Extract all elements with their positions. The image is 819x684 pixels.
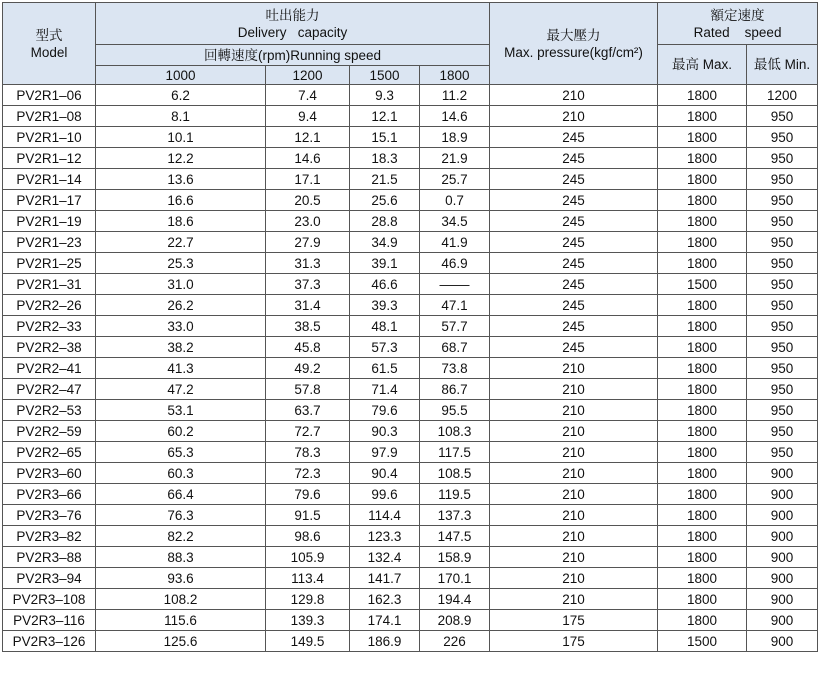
delivery-1800-cell: –––– — [420, 274, 490, 295]
rated-min-speed-cell: 950 — [747, 274, 818, 295]
model-cell: PV2R3–60 — [3, 463, 96, 484]
delivery-1500-cell: 114.4 — [350, 505, 420, 526]
max-pressure-cell: 210 — [490, 589, 658, 610]
rated-min-speed-cell: 1200 — [747, 85, 818, 106]
table-row — [3, 253, 818, 274]
delivery-1800-cell: 14.6 — [420, 106, 490, 127]
delivery-1200-cell: 12.1 — [266, 127, 350, 148]
delivery-1200-cell: 31.4 — [266, 295, 350, 316]
delivery-1000-cell: 16.6 — [96, 190, 266, 211]
delivery-1200-cell: 7.4 — [266, 85, 350, 106]
table-row — [3, 316, 818, 337]
rated-max-speed-cell: 1800 — [658, 85, 747, 106]
delivery-1200-cell: 37.3 — [266, 274, 350, 295]
table-row — [3, 358, 818, 379]
table-row — [3, 400, 818, 421]
model-cell: PV2R2–33 — [3, 316, 96, 337]
delivery-1500-cell: 12.1 — [350, 106, 420, 127]
rated-min-speed-cell: 950 — [747, 442, 818, 463]
rated-max-speed-cell: 1800 — [658, 421, 747, 442]
rated-min-speed-cell: 900 — [747, 463, 818, 484]
delivery-1000-cell: 60.2 — [96, 421, 266, 442]
delivery-1500-cell: 39.3 — [350, 295, 420, 316]
table-row — [3, 148, 818, 169]
rated-speed-header — [658, 3, 818, 45]
table-row — [3, 295, 818, 316]
delivery-1800-cell: 95.5 — [420, 400, 490, 421]
rated-speed-header-zh: 額定速度 — [710, 7, 765, 23]
delivery-1800-cell: 68.7 — [420, 337, 490, 358]
rated-max-speed-cell: 1800 — [658, 547, 747, 568]
max-pressure-cell: 210 — [490, 379, 658, 400]
rated-max-speed-cell: 1800 — [658, 106, 747, 127]
delivery-1500-cell: 48.1 — [350, 316, 420, 337]
rated-max-speed-cell: 1800 — [658, 589, 747, 610]
delivery-1000-cell: 26.2 — [96, 295, 266, 316]
rated-min-speed-cell: 950 — [747, 190, 818, 211]
delivery-header-zh: 吐出能力 — [265, 7, 320, 23]
model-cell: PV2R1–14 — [3, 169, 96, 190]
delivery-1500-cell: 141.7 — [350, 568, 420, 589]
delivery-1200-cell: 14.6 — [266, 148, 350, 169]
delivery-1000-cell: 53.1 — [96, 400, 266, 421]
model-cell: PV2R1–19 — [3, 211, 96, 232]
delivery-1800-cell: 158.9 — [420, 547, 490, 568]
max-pressure-cell: 245 — [490, 316, 658, 337]
max-pressure-cell: 245 — [490, 190, 658, 211]
max-speed-header: 最高 Max. — [658, 45, 747, 85]
table-row — [3, 568, 818, 589]
rated-min-speed-cell: 900 — [747, 547, 818, 568]
delivery-1200-cell: 149.5 — [266, 631, 350, 652]
delivery-1500-cell: 79.6 — [350, 400, 420, 421]
delivery-1800-cell: 108.3 — [420, 421, 490, 442]
model-cell: PV2R2–41 — [3, 358, 96, 379]
delivery-1000-cell: 22.7 — [96, 232, 266, 253]
rated-min-speed-cell: 950 — [747, 421, 818, 442]
rated-max-speed-cell: 1800 — [658, 127, 747, 148]
max-pressure-cell: 210 — [490, 463, 658, 484]
rated-max-speed-cell: 1800 — [658, 337, 747, 358]
rated-max-speed-cell: 1800 — [658, 610, 747, 631]
max-pressure-cell: 175 — [490, 631, 658, 652]
max-pressure-cell: 210 — [490, 526, 658, 547]
max-pressure-cell: 245 — [490, 295, 658, 316]
rated-max-speed-cell: 1800 — [658, 484, 747, 505]
delivery-1000-cell: 60.3 — [96, 463, 266, 484]
delivery-1800-cell: 86.7 — [420, 379, 490, 400]
model-cell: PV2R3–116 — [3, 610, 96, 631]
delivery-1500-cell: 39.1 — [350, 253, 420, 274]
delivery-1800-cell: 147.5 — [420, 526, 490, 547]
delivery-1200-cell: 139.3 — [266, 610, 350, 631]
model-cell: PV2R2–59 — [3, 421, 96, 442]
rated-min-speed-cell: 900 — [747, 526, 818, 547]
model-cell: PV2R2–53 — [3, 400, 96, 421]
max-pressure-cell: 245 — [490, 337, 658, 358]
max-pressure-cell: 245 — [490, 232, 658, 253]
delivery-1000-cell: 125.6 — [96, 631, 266, 652]
delivery-1800-cell: 73.8 — [420, 358, 490, 379]
delivery-1000-cell: 25.3 — [96, 253, 266, 274]
pump-spec-table — [2, 2, 818, 652]
rated-min-speed-cell: 950 — [747, 148, 818, 169]
delivery-1500-cell: 174.1 — [350, 610, 420, 631]
speed-1800-header: 1800 — [420, 66, 490, 85]
model-cell: PV2R2–65 — [3, 442, 96, 463]
table-row — [3, 547, 818, 568]
table-row — [3, 127, 818, 148]
max-pressure-cell: 210 — [490, 505, 658, 526]
model-cell: PV2R1–12 — [3, 148, 96, 169]
delivery-1500-cell: 90.4 — [350, 463, 420, 484]
delivery-1500-cell: 132.4 — [350, 547, 420, 568]
rated-min-speed-cell: 950 — [747, 358, 818, 379]
rated-min-speed-cell: 950 — [747, 379, 818, 400]
delivery-header-en: Delivery capacity — [237, 24, 348, 40]
delivery-1500-cell: 186.9 — [350, 631, 420, 652]
table-row — [3, 190, 818, 211]
model-cell: PV2R2–26 — [3, 295, 96, 316]
model-header — [3, 3, 96, 85]
rated-min-speed-cell: 950 — [747, 232, 818, 253]
delivery-1800-cell: 226 — [420, 631, 490, 652]
delivery-1800-cell: 170.1 — [420, 568, 490, 589]
delivery-1800-cell: 208.9 — [420, 610, 490, 631]
table-row — [3, 484, 818, 505]
delivery-1000-cell: 66.4 — [96, 484, 266, 505]
delivery-1000-cell: 76.3 — [96, 505, 266, 526]
delivery-1000-cell: 13.6 — [96, 169, 266, 190]
delivery-1200-cell: 113.4 — [266, 568, 350, 589]
delivery-1500-cell: 9.3 — [350, 85, 420, 106]
delivery-1000-cell: 38.2 — [96, 337, 266, 358]
delivery-1500-cell: 46.6 — [350, 274, 420, 295]
delivery-1000-cell: 115.6 — [96, 610, 266, 631]
delivery-1000-cell: 88.3 — [96, 547, 266, 568]
delivery-1500-cell: 99.6 — [350, 484, 420, 505]
max-pressure-cell: 210 — [490, 547, 658, 568]
rated-max-speed-cell: 1800 — [658, 232, 747, 253]
model-cell: PV2R1–10 — [3, 127, 96, 148]
delivery-1800-cell: 25.7 — [420, 169, 490, 190]
rated-max-speed-cell: 1800 — [658, 379, 747, 400]
model-cell: PV2R3–76 — [3, 505, 96, 526]
delivery-1500-cell: 21.5 — [350, 169, 420, 190]
delivery-1000-cell: 108.2 — [96, 589, 266, 610]
rated-max-speed-cell: 1800 — [658, 358, 747, 379]
model-cell: PV2R1–31 — [3, 274, 96, 295]
max-pressure-cell: 175 — [490, 610, 658, 631]
max-pressure-cell: 245 — [490, 169, 658, 190]
rated-max-speed-cell: 1800 — [658, 568, 747, 589]
delivery-1200-cell: 72.3 — [266, 463, 350, 484]
table-row — [3, 463, 818, 484]
max-pressure-cell: 210 — [490, 85, 658, 106]
rated-max-speed-cell: 1800 — [658, 148, 747, 169]
delivery-1200-cell: 129.8 — [266, 589, 350, 610]
table-row — [3, 169, 818, 190]
delivery-1000-cell: 18.6 — [96, 211, 266, 232]
delivery-1200-cell: 98.6 — [266, 526, 350, 547]
table-row — [3, 526, 818, 547]
max-pressure-cell: 245 — [490, 148, 658, 169]
delivery-1200-cell: 63.7 — [266, 400, 350, 421]
pressure-header — [490, 3, 658, 85]
delivery-1800-cell: 137.3 — [420, 505, 490, 526]
table-row — [3, 337, 818, 358]
delivery-1800-cell: 41.9 — [420, 232, 490, 253]
table-header — [3, 3, 818, 85]
max-pressure-cell: 245 — [490, 253, 658, 274]
delivery-1000-cell: 6.2 — [96, 85, 266, 106]
delivery-1800-cell: 11.2 — [420, 85, 490, 106]
delivery-1200-cell: 79.6 — [266, 484, 350, 505]
delivery-1800-cell: 46.9 — [420, 253, 490, 274]
delivery-1500-cell: 61.5 — [350, 358, 420, 379]
delivery-1500-cell: 162.3 — [350, 589, 420, 610]
model-header-en: Model — [30, 44, 68, 60]
table-row — [3, 631, 818, 652]
table-body — [3, 85, 818, 652]
delivery-1000-cell: 65.3 — [96, 442, 266, 463]
delivery-1200-cell: 23.0 — [266, 211, 350, 232]
model-cell: PV2R1–08 — [3, 106, 96, 127]
delivery-1000-cell: 12.2 — [96, 148, 266, 169]
delivery-1200-cell: 72.7 — [266, 421, 350, 442]
max-pressure-cell: 210 — [490, 484, 658, 505]
rated-min-speed-cell: 900 — [747, 631, 818, 652]
delivery-1500-cell: 28.8 — [350, 211, 420, 232]
delivery-1000-cell: 82.2 — [96, 526, 266, 547]
delivery-1500-cell: 90.3 — [350, 421, 420, 442]
speed-1000-header: 1000 — [96, 66, 266, 85]
rated-min-speed-cell: 950 — [747, 169, 818, 190]
delivery-1000-cell: 41.3 — [96, 358, 266, 379]
delivery-1800-cell: 0.7 — [420, 190, 490, 211]
rated-max-speed-cell: 1800 — [658, 316, 747, 337]
model-cell: PV2R3–82 — [3, 526, 96, 547]
model-cell: PV2R1–23 — [3, 232, 96, 253]
model-cell: PV2R3–108 — [3, 589, 96, 610]
model-cell: PV2R3–66 — [3, 484, 96, 505]
rated-min-speed-cell: 950 — [747, 106, 818, 127]
model-cell: PV2R1–17 — [3, 190, 96, 211]
delivery-1000-cell: 93.6 — [96, 568, 266, 589]
table-row — [3, 232, 818, 253]
rated-max-speed-cell: 1800 — [658, 463, 747, 484]
delivery-1000-cell: 8.1 — [96, 106, 266, 127]
table-row — [3, 442, 818, 463]
delivery-1200-cell: 49.2 — [266, 358, 350, 379]
delivery-1200-cell: 17.1 — [266, 169, 350, 190]
model-cell: PV2R1–06 — [3, 85, 96, 106]
table-row — [3, 379, 818, 400]
delivery-1500-cell: 97.9 — [350, 442, 420, 463]
delivery-1500-cell: 25.6 — [350, 190, 420, 211]
max-pressure-cell: 210 — [490, 400, 658, 421]
max-pressure-cell: 245 — [490, 127, 658, 148]
delivery-1200-cell: 38.5 — [266, 316, 350, 337]
rated-max-speed-cell: 1800 — [658, 169, 747, 190]
rated-max-speed-cell: 1800 — [658, 526, 747, 547]
delivery-1500-cell: 18.3 — [350, 148, 420, 169]
delivery-1000-cell: 47.2 — [96, 379, 266, 400]
running-speed-header: 回轉速度(rpm)Running speed — [96, 45, 490, 66]
delivery-1800-cell: 119.5 — [420, 484, 490, 505]
delivery-1200-cell: 105.9 — [266, 547, 350, 568]
rated-max-speed-cell: 1800 — [658, 505, 747, 526]
delivery-1500-cell: 34.9 — [350, 232, 420, 253]
delivery-1000-cell: 33.0 — [96, 316, 266, 337]
pressure-header-zh: 最大壓力 — [546, 27, 601, 43]
delivery-1800-cell: 117.5 — [420, 442, 490, 463]
pressure-header-en: Max. pressure(kgf/cm²) — [504, 44, 643, 60]
model-cell: PV2R2–47 — [3, 379, 96, 400]
delivery-1500-cell: 123.3 — [350, 526, 420, 547]
rated-min-speed-cell: 950 — [747, 127, 818, 148]
rated-speed-header-en: Rated speed — [693, 24, 782, 40]
rated-min-speed-cell: 900 — [747, 568, 818, 589]
max-pressure-cell: 210 — [490, 106, 658, 127]
max-pressure-cell: 210 — [490, 358, 658, 379]
speed-1500-header: 1500 — [350, 66, 420, 85]
table-row — [3, 421, 818, 442]
delivery-1200-cell: 9.4 — [266, 106, 350, 127]
rated-min-speed-cell: 900 — [747, 589, 818, 610]
rated-min-speed-cell: 950 — [747, 400, 818, 421]
rated-min-speed-cell: 900 — [747, 610, 818, 631]
rated-min-speed-cell: 950 — [747, 211, 818, 232]
delivery-1800-cell: 18.9 — [420, 127, 490, 148]
max-pressure-cell: 210 — [490, 568, 658, 589]
rated-max-speed-cell: 1800 — [658, 253, 747, 274]
model-cell: PV2R3–94 — [3, 568, 96, 589]
model-cell: PV2R2–38 — [3, 337, 96, 358]
rated-min-speed-cell: 900 — [747, 505, 818, 526]
rated-max-speed-cell: 1800 — [658, 400, 747, 421]
delivery-1000-cell: 10.1 — [96, 127, 266, 148]
table-row — [3, 106, 818, 127]
model-header-zh: 型式 — [35, 27, 63, 43]
table-row — [3, 85, 818, 106]
delivery-header — [96, 3, 490, 45]
delivery-1200-cell: 91.5 — [266, 505, 350, 526]
max-pressure-cell: 210 — [490, 442, 658, 463]
delivery-1000-cell: 31.0 — [96, 274, 266, 295]
delivery-1200-cell: 20.5 — [266, 190, 350, 211]
delivery-1800-cell: 108.5 — [420, 463, 490, 484]
rated-min-speed-cell: 950 — [747, 316, 818, 337]
table-row — [3, 610, 818, 631]
table-row — [3, 505, 818, 526]
table-row — [3, 589, 818, 610]
rated-max-speed-cell: 1500 — [658, 274, 747, 295]
max-pressure-cell: 210 — [490, 421, 658, 442]
delivery-1800-cell: 34.5 — [420, 211, 490, 232]
rated-max-speed-cell: 1800 — [658, 211, 747, 232]
max-pressure-cell: 245 — [490, 211, 658, 232]
delivery-1500-cell: 71.4 — [350, 379, 420, 400]
rated-min-speed-cell: 950 — [747, 253, 818, 274]
delivery-1200-cell: 57.8 — [266, 379, 350, 400]
delivery-1800-cell: 57.7 — [420, 316, 490, 337]
table-row — [3, 211, 818, 232]
rated-min-speed-cell: 950 — [747, 295, 818, 316]
rated-min-speed-cell: 950 — [747, 337, 818, 358]
model-cell: PV2R3–88 — [3, 547, 96, 568]
delivery-1500-cell: 15.1 — [350, 127, 420, 148]
rated-max-speed-cell: 1500 — [658, 631, 747, 652]
min-speed-header: 最低 Min. — [747, 45, 818, 85]
delivery-1200-cell: 45.8 — [266, 337, 350, 358]
delivery-1200-cell: 27.9 — [266, 232, 350, 253]
delivery-1800-cell: 194.4 — [420, 589, 490, 610]
delivery-1500-cell: 57.3 — [350, 337, 420, 358]
max-pressure-cell: 245 — [490, 274, 658, 295]
table-row — [3, 274, 818, 295]
speed-1200-header: 1200 — [266, 66, 350, 85]
delivery-1200-cell: 78.3 — [266, 442, 350, 463]
delivery-1800-cell: 47.1 — [420, 295, 490, 316]
rated-max-speed-cell: 1800 — [658, 442, 747, 463]
rated-max-speed-cell: 1800 — [658, 295, 747, 316]
delivery-1200-cell: 31.3 — [266, 253, 350, 274]
model-cell: PV2R3–126 — [3, 631, 96, 652]
rated-max-speed-cell: 1800 — [658, 190, 747, 211]
rated-min-speed-cell: 900 — [747, 484, 818, 505]
delivery-1800-cell: 21.9 — [420, 148, 490, 169]
model-cell: PV2R1–25 — [3, 253, 96, 274]
